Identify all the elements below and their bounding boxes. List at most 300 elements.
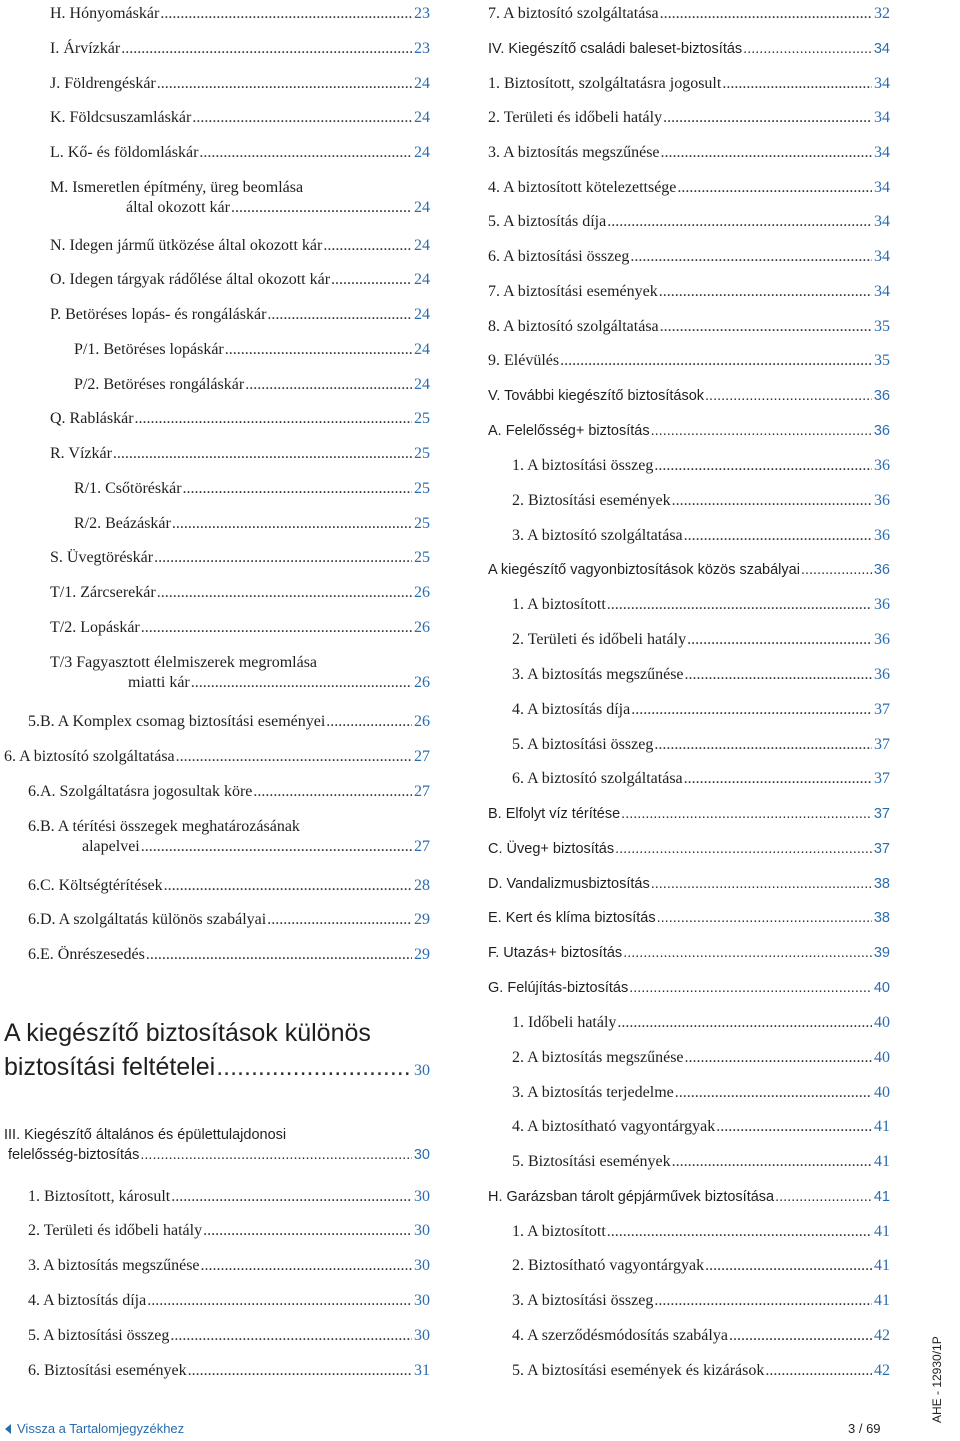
toc-entry-3-a-biztositasi-osszeg[interactable] — [480, 1291, 890, 1311]
toc-dot-leader — [201, 1256, 412, 1276]
toc-dot-leader — [623, 943, 872, 963]
toc-dot-leader — [160, 4, 412, 24]
toc-entry-a-kiegeszito-vagyonbiztositasok-kozos-sz[interactable] — [480, 560, 890, 580]
toc-entry-title: 6. A biztosító szolgáltatása — [4, 748, 175, 765]
toc-page-number: 26 — [414, 674, 430, 691]
toc-entry-title: V. További kiegészítő biztosítások — [488, 388, 705, 404]
toc-entry-6-d-a-szolgaltatas-kulonos-szabalyai[interactable] — [0, 910, 430, 930]
toc-entry-title: 1. Biztosított, károsult — [28, 1188, 171, 1205]
toc-entry-5-a-biztositasi-osszeg[interactable] — [480, 735, 890, 755]
page-number: 3 / 69 — [848, 1421, 881, 1436]
toc-entry-title: 6. A biztosító szolgáltatása — [512, 770, 683, 787]
toc-dot-leader — [684, 769, 872, 789]
toc-entry-title: J. Földrengéskár — [50, 75, 156, 92]
toc-page-number: 36 — [874, 631, 890, 648]
toc-entry-6-a-biztosito-szolgaltatasa[interactable] — [0, 747, 430, 767]
toc-entry-g-felujitas-biztositas[interactable] — [480, 978, 890, 998]
toc-page-number: 24 — [414, 109, 430, 126]
toc-dot-leader — [231, 198, 412, 218]
toc-entry-5-b-a-komplex-csomag-biztositasi-esemeny[interactable] — [0, 712, 430, 732]
toc-entry-title: K. Földcsuszamláskár — [50, 109, 192, 126]
toc-page-number: 36 — [873, 562, 890, 578]
toc-entry-title: S. Üvegtöréskár — [50, 549, 154, 566]
toc-entry-title: 2. A biztosítás megszűnése — [512, 1049, 684, 1066]
toc-entry-title: R/2. Beázáskár — [74, 515, 171, 532]
toc-dot-leader — [183, 479, 412, 499]
toc-dot-leader — [253, 782, 412, 802]
toc-dot-leader — [191, 673, 412, 693]
toc-entry-title: A kiegészítő vagyonbiztosítások közös szabályai — [488, 562, 800, 578]
triangle-left-icon — [5, 1424, 11, 1434]
toc-page-number: 34 — [873, 41, 890, 57]
toc-entry-title: 5. A biztosítási események és kizárások — [512, 1362, 765, 1379]
toc-entry-4-a-biztositott-kotelezettsege[interactable] — [480, 178, 890, 198]
toc-entry-title-continued: által okozott kár — [126, 199, 230, 216]
toc-entry-title: 9. Elévülés — [488, 352, 560, 369]
toc-entry-6-biztositasi-esemenyek[interactable] — [0, 1361, 430, 1381]
toc-dot-leader — [661, 143, 872, 163]
toc-entry-title: 1. Időbeli hatály — [512, 1014, 617, 1031]
toc-dot-leader — [775, 1187, 872, 1207]
toc-dot-leader — [660, 4, 872, 24]
toc-entry-h-garazsban-tarolt-gepjarmuvek-biztosita[interactable] — [480, 1187, 890, 1207]
toc-entry-title: 6. Biztosítási események — [28, 1362, 187, 1379]
toc-entry-1-a-biztositott[interactable] — [480, 595, 890, 615]
toc-entry-title: 4. A biztosítható vagyontárgyak — [512, 1118, 716, 1135]
toc-page-number: 30 — [414, 1062, 430, 1079]
toc-dot-leader — [141, 837, 412, 857]
toc-page-number: 24 — [414, 306, 430, 323]
toc-entry-2-biztosithato-vagyontargyak[interactable] — [480, 1256, 890, 1276]
document-code: AHE - 12930/1P — [930, 1336, 944, 1423]
toc-entry-title: P. Betöréses lopás- és rongáláskár — [50, 306, 267, 323]
toc-page-number: 41 — [874, 1292, 890, 1309]
toc-entry-k-foldcsuszamlaskar[interactable] — [0, 108, 430, 128]
toc-dot-leader — [121, 39, 412, 59]
toc-entry-1-idobeli-hataly[interactable] — [480, 1013, 890, 1033]
toc-dot-leader — [659, 282, 872, 302]
toc-entry-r-2-beazaskar[interactable] — [0, 514, 430, 534]
toc-page-number: 42 — [874, 1362, 890, 1379]
toc-dot-leader — [323, 236, 412, 256]
toc-page-number: 37 — [873, 806, 890, 822]
toc-dot-leader — [216, 1050, 412, 1084]
toc-page-number: 24 — [414, 271, 430, 288]
toc-page-number: 40 — [873, 980, 890, 996]
toc-dot-leader — [672, 1152, 872, 1172]
toc-dot-leader — [631, 700, 872, 720]
toc-page-number: 24 — [414, 341, 430, 358]
toc-entry-title: 5. Biztosítási események — [512, 1153, 671, 1170]
toc-entry-6-b-a-teritesi-osszegek-meghatarozasanak[interactable] — [0, 817, 430, 857]
toc-page-number: 37 — [874, 770, 890, 787]
toc-entry-title: 7. A biztosító szolgáltatása — [488, 5, 659, 22]
toc-entry-title: 6.C. Költségtérítések — [28, 877, 163, 894]
toc-entry-title: 5. A biztosítási összeg — [512, 736, 654, 753]
toc-entry-title: E. Kert és klíma biztosítás — [488, 910, 656, 926]
toc-page-number: 34 — [874, 248, 890, 265]
toc-page-number: 24 — [414, 237, 430, 254]
toc-dot-leader — [629, 978, 872, 998]
toc-page-number: 39 — [873, 945, 890, 961]
toc-entry-h-honyomaskar[interactable] — [0, 4, 430, 24]
toc-page-number: 26 — [414, 584, 430, 601]
toc-page-number: 35 — [874, 318, 890, 335]
toc-page-number: 34 — [874, 179, 890, 196]
toc-entry-title: T/2. Lopáskár — [50, 619, 140, 636]
toc-entry-title: 3. A biztosítási összeg — [512, 1292, 654, 1309]
toc-page-number: 27 — [414, 838, 430, 855]
toc-page-number: 41 — [874, 1223, 890, 1240]
toc-entry-1-a-biztositasi-osszeg[interactable] — [480, 456, 890, 476]
toc-entry-title: 5. A biztosítás díja — [488, 213, 607, 230]
toc-dot-leader — [675, 1083, 872, 1103]
toc-dot-leader — [621, 804, 872, 824]
toc-page-number: 36 — [874, 492, 890, 509]
toc-page-number: 30 — [414, 1292, 430, 1309]
toc-dot-leader — [729, 1326, 872, 1346]
toc-entry-title: 3. A biztosítás terjedelme — [512, 1084, 674, 1101]
toc-entry-t-1-zarcserekar[interactable] — [0, 583, 430, 603]
toc-dot-leader — [267, 910, 412, 930]
toc-dot-leader — [801, 560, 872, 580]
toc-entry-6-c-koltsegteritesek[interactable] — [0, 876, 430, 896]
toc-entry-title: 5. A biztosítási összeg — [28, 1327, 170, 1344]
toc-entry-title: 6.B. A térítési összegek meghatározásának — [28, 818, 300, 835]
toc-entry-title: 6.A. Szolgáltatásra jogosultak köre — [28, 783, 253, 800]
toc-entry-title: 7. A biztosítási események — [488, 283, 658, 300]
toc-page-number: 26 — [414, 713, 430, 730]
toc-entry-title: G. Felújítás-biztosítás — [488, 980, 629, 996]
toc-entry-4-a-szerzodesmodositas-szabalya[interactable] — [480, 1326, 890, 1346]
toc-page-number: 41 — [873, 1189, 890, 1205]
toc-page-number: 28 — [414, 877, 430, 894]
toc-entry-title: 4. A biztosítás díja — [28, 1292, 147, 1309]
toc-entry-title: I. Árvízkár — [50, 40, 121, 57]
toc-dot-leader — [705, 386, 872, 406]
toc-entry-title: 1. A biztosított — [512, 596, 606, 613]
toc-entry-j-foldrengeskar[interactable] — [0, 74, 430, 94]
toc-page-number: 30 — [413, 1147, 430, 1163]
toc-entry-3-a-biztosito-szolgaltatasa[interactable] — [480, 526, 890, 546]
toc-entry-t-2-lopaskar[interactable] — [0, 618, 430, 638]
toc-dot-leader — [326, 712, 412, 732]
toc-entry-title-continued: alapelvei — [82, 838, 140, 855]
toc-entry-iv-kiegeszito-csaladi-baleset-biztositas[interactable] — [480, 39, 890, 59]
toc-entry-title-continued: biztosítási feltételei — [4, 1053, 216, 1081]
toc-entry-2-teruleti-es-idobeli-hataly[interactable] — [480, 108, 890, 128]
toc-entry-1-biztositott-szolgaltatasra-jogosult[interactable] — [480, 74, 890, 94]
toc-entry-6-a-szolgaltatasra-jogosultak-kore[interactable] — [0, 782, 430, 802]
toc-page-number: 24 — [414, 75, 430, 92]
toc-entry-5-a-biztositasi-esemenyek-es-kizarasok[interactable] — [480, 1361, 890, 1381]
toc-dot-leader — [172, 514, 412, 534]
toc-entry-c-uveg-biztositas[interactable] — [480, 839, 890, 859]
toc-entry-3-a-biztositas-megszunese[interactable] — [480, 665, 890, 685]
toc-dot-leader — [170, 1326, 412, 1346]
toc-dot-leader — [607, 1222, 872, 1242]
toc-dot-leader — [685, 665, 872, 685]
toc-dot-leader — [331, 270, 412, 290]
toc-entry-f-utazas-biztositas[interactable] — [480, 943, 890, 963]
toc-page-number: 34 — [874, 213, 890, 230]
toc-dot-leader — [722, 74, 872, 94]
toc-dot-leader — [743, 39, 872, 59]
toc-page-number: 41 — [874, 1118, 890, 1135]
toc-page-number: 24 — [414, 144, 430, 161]
toc-page-number: 34 — [874, 109, 890, 126]
toc-dot-leader — [654, 456, 872, 476]
toc-entry-title-continued: miatti kár — [128, 674, 190, 691]
toc-entry-m-ismeretlen-epitmeny-ureg-beomlasa[interactable] — [0, 178, 430, 218]
toc-entry-s-uvegtoreskar[interactable] — [0, 548, 430, 568]
toc-entry-title: 3. A biztosítás megszűnése — [488, 144, 660, 161]
toc-dot-leader — [225, 340, 412, 360]
toc-entry-5-a-biztositasi-osszeg[interactable] — [0, 1326, 430, 1346]
toc-page-number: 24 — [414, 376, 430, 393]
toc-entry-title: R. Vízkár — [50, 445, 112, 462]
toc-page-number: 34 — [874, 144, 890, 161]
toc-page-number: 42 — [874, 1327, 890, 1344]
toc-dot-leader — [192, 108, 412, 128]
toc-dot-leader — [651, 874, 872, 894]
toc-entry-title: III. Kiegészítő általános és épülettulajdonosi — [4, 1127, 287, 1143]
toc-page-number: 30 — [414, 1257, 430, 1274]
toc-page-number: 34 — [874, 75, 890, 92]
toc-page-number: 23 — [414, 40, 430, 57]
toc-dot-leader — [607, 212, 872, 232]
toc-page-number: 41 — [874, 1257, 890, 1274]
toc-entry-title: P/1. Betöréses lopáskár — [74, 341, 224, 358]
toc-entry-4-a-biztosithato-vagyontargyak[interactable] — [480, 1117, 890, 1137]
toc-dot-leader — [245, 375, 412, 395]
toc-page-number: 29 — [414, 946, 430, 963]
toc-entry-title-continued: felelősség-biztosítás — [8, 1147, 140, 1163]
toc-entry-title: 8. A biztosító szolgáltatása — [488, 318, 659, 335]
toc-entry-title: P/2. Betöréses rongáláskár — [74, 376, 245, 393]
toc-entry-title: IV. Kiegészítő családi baleset-biztosítás — [488, 41, 743, 57]
toc-dot-leader — [615, 839, 872, 859]
toc-entry-q-rablaskar[interactable] — [0, 409, 430, 429]
toc-page-number: 37 — [873, 841, 890, 857]
toc-dot-leader — [672, 491, 872, 511]
toc-entry-a-felelosseg-biztositas[interactable] — [480, 421, 890, 441]
toc-page-number: 36 — [874, 666, 890, 683]
toc-page-number: 40 — [874, 1014, 890, 1031]
toc-entry-2-biztositasi-esemenyek[interactable] — [480, 491, 890, 511]
toc-dot-leader — [663, 108, 872, 128]
toc-entry-title: T/1. Zárcserekár — [50, 584, 156, 601]
toc-entry-p-1-betoreses-lopaskar[interactable] — [0, 340, 430, 360]
toc-entry-t-3-fagyasztott-elelmiszerek-megromlasa[interactable] — [0, 653, 430, 693]
toc-page-number: 36 — [873, 388, 890, 404]
toc-page-number: 26 — [414, 619, 430, 636]
toc-page-number: 38 — [873, 910, 890, 926]
toc-entry-p-2-betoreses-rongalaskar[interactable] — [0, 375, 430, 395]
toc-entry-5-biztositasi-esemenyek[interactable] — [480, 1152, 890, 1172]
toc-dot-leader — [157, 74, 412, 94]
toc-entry-6-a-biztositasi-osszeg[interactable] — [480, 247, 890, 267]
toc-entry-title: 6. A biztosítási összeg — [488, 248, 630, 265]
toc-entry-6-a-biztosito-szolgaltatasa[interactable] — [480, 769, 890, 789]
toc-dot-leader — [154, 548, 412, 568]
toc-entry-title: 3. A biztosító szolgáltatása — [512, 527, 683, 544]
toc-dot-leader — [203, 1221, 412, 1241]
back-to-toc-link[interactable] — [5, 1421, 184, 1436]
toc-entry-3-a-biztositas-terjedelme[interactable] — [480, 1083, 890, 1103]
toc-dot-leader — [141, 618, 412, 638]
toc-dot-leader — [171, 1187, 412, 1207]
toc-page-number: 31 — [414, 1362, 430, 1379]
toc-page-number: 30 — [414, 1188, 430, 1205]
toc-dot-leader — [267, 305, 412, 325]
toc-dot-leader — [660, 317, 872, 337]
toc-page-number: 34 — [874, 283, 890, 300]
toc-entry-e-kert-es-klima-biztositas[interactable] — [480, 908, 890, 928]
toc-entry-title: 6.E. Önrészesedés — [28, 946, 145, 963]
toc-entry-title: N. Idegen jármű ütközése által okozott kár — [50, 237, 323, 254]
toc-entry-iii-kiegeszito-altalanos-es-epulettulajd[interactable] — [0, 1125, 430, 1165]
toc-entry-title: C. Üveg+ biztosítás — [488, 841, 615, 857]
toc-entry-7-a-biztositasi-esemenyek[interactable] — [480, 282, 890, 302]
toc-entry-title: H. Hónyomáskár — [50, 5, 160, 22]
toc-dot-leader — [657, 908, 872, 928]
toc-entry-title: 2. Biztosítható vagyontárgyak — [512, 1257, 705, 1274]
toc-entry-9-elevules[interactable] — [480, 351, 890, 371]
toc-entry-3-a-biztositas-megszunese[interactable] — [0, 1256, 430, 1276]
toc-entry-8-a-biztosito-szolgaltatasa[interactable] — [480, 317, 890, 337]
toc-entry-1-a-biztositott[interactable] — [480, 1222, 890, 1242]
toc-entry-d-vandalizmusbiztositas[interactable] — [480, 874, 890, 894]
toc-page-number: 36 — [873, 423, 890, 439]
toc-dot-leader — [113, 444, 412, 464]
toc-dot-leader — [140, 1145, 411, 1165]
toc-entry-title: 6.D. A szolgáltatás különös szabályai — [28, 911, 267, 928]
toc-entry-1-biztositott-karosult[interactable] — [0, 1187, 430, 1207]
toc-entry-title: D. Vandalizmusbiztosítás — [488, 876, 650, 892]
toc-dot-leader — [607, 595, 872, 615]
toc-entry-title: 4. A biztosított kötelezettsége — [488, 179, 677, 196]
toc-dot-leader — [146, 945, 412, 965]
toc-page-number: 25 — [414, 410, 430, 427]
toc-entry-4-a-biztositas-dija[interactable] — [0, 1291, 430, 1311]
toc-entry-title: M. Ismeretlen építmény, üreg beomlása — [50, 179, 304, 196]
toc-entry-title: 5.B. A Komplex csomag biztosítási eseményei — [28, 713, 326, 730]
toc-page-number: 36 — [874, 457, 890, 474]
toc-dot-leader — [630, 247, 872, 267]
toc-page-number: 25 — [414, 515, 430, 532]
toc-dot-leader — [164, 876, 412, 896]
toc-page-number: 37 — [874, 736, 890, 753]
toc-entry-v-tovabbi-kiegeszito-biztositasok[interactable] — [480, 386, 890, 406]
toc-page-number: 35 — [874, 352, 890, 369]
toc-entry-6-e-onreszesedes[interactable] — [0, 945, 430, 965]
toc-entry-title: 4. A szerződésmódosítás szabálya — [512, 1327, 728, 1344]
toc-page-number: 24 — [414, 199, 430, 216]
toc-entry-3-a-biztositas-megszunese[interactable] — [480, 143, 890, 163]
toc-dot-leader — [705, 1256, 872, 1276]
toc-entry-title: 1. Biztosított, szolgáltatásra jogosult — [488, 75, 722, 92]
toc-entry-title: A kiegészítő biztosítások különös — [4, 1019, 371, 1047]
toc-entry-title: F. Utazás+ biztosítás — [488, 945, 623, 961]
toc-entry-title: 1. A biztosítási összeg — [512, 457, 654, 474]
toc-entry-2-teruleti-es-idobeli-hataly[interactable] — [0, 1221, 430, 1241]
toc-dot-leader — [617, 1013, 872, 1033]
toc-page-number: 32 — [874, 5, 890, 22]
toc-page-number: 40 — [874, 1049, 890, 1066]
toc-entry-title: 2. Területi és időbeli hatály — [488, 109, 663, 126]
toc-dot-leader — [654, 735, 872, 755]
toc-entry-title: O. Idegen tárgyak rádőlése által okozott kár — [50, 271, 331, 288]
toc-dot-leader — [135, 409, 412, 429]
toc-entry-title: 3. A biztosítás megszűnése — [28, 1257, 200, 1274]
toc-entry-4-a-biztositas-dija[interactable] — [480, 700, 890, 720]
toc-entry-title: 4. A biztosítás díja — [512, 701, 631, 718]
toc-entry-title: L. Kő- és földomláskár — [50, 144, 199, 161]
toc-entry-r-vizkar[interactable] — [0, 444, 430, 464]
toc-entry-o-idegen-targyak-radolese-altal-okozott-[interactable] — [0, 270, 430, 290]
toc-dot-leader — [765, 1361, 872, 1381]
toc-entry-title: 2. Területi és időbeli hatály — [512, 631, 687, 648]
toc-entry-7-a-biztosito-szolgaltatasa[interactable] — [480, 4, 890, 24]
toc-entry-b-elfolyt-viz-teritese[interactable] — [480, 804, 890, 824]
toc-dot-leader — [684, 526, 872, 546]
toc-page-number: 23 — [414, 5, 430, 22]
toc-page-number: 41 — [874, 1153, 890, 1170]
toc-entry-a-kiegeszito-biztositasok-kulonos[interactable] — [0, 1016, 430, 1088]
toc-entry-p-betoreses-lopas-es-rongalaskar[interactable] — [0, 305, 430, 325]
toc-dot-leader — [157, 583, 412, 603]
toc-dot-leader — [685, 1048, 872, 1068]
toc-page-number: 27 — [414, 748, 430, 765]
toc-entry-2-teruleti-es-idobeli-hataly[interactable] — [480, 630, 890, 650]
toc-entry-title: Q. Rabláskár — [50, 410, 134, 427]
toc-dot-leader — [687, 630, 872, 650]
toc-entry-title: 1. A biztosított — [512, 1223, 606, 1240]
toc-page-number: 36 — [874, 596, 890, 613]
toc-entry-title: A. Felelősség+ biztosítás — [488, 423, 650, 439]
toc-dot-leader — [176, 747, 412, 767]
toc-page-number: 38 — [873, 876, 890, 892]
toc-entry-title: B. Elfolyt víz térítése — [488, 806, 621, 822]
toc-page-number: 29 — [414, 911, 430, 928]
toc-dot-leader — [677, 178, 872, 198]
toc-entry-title: H. Garázsban tárolt gépjárművek biztosítása — [488, 1189, 775, 1205]
toc-page-number: 25 — [414, 549, 430, 566]
toc-page-number: 27 — [414, 783, 430, 800]
toc-entry-2-a-biztositas-megszunese[interactable] — [480, 1048, 890, 1068]
toc-entry-r-1-csotoreskar[interactable] — [0, 479, 430, 499]
toc-page-number: 30 — [414, 1222, 430, 1239]
toc-page-number: 36 — [874, 527, 890, 544]
toc-dot-leader — [654, 1291, 872, 1311]
toc-entry-5-a-biztositas-dija[interactable] — [480, 212, 890, 232]
toc-entry-title: R/1. Csőtöréskár — [74, 480, 182, 497]
toc-entry-n-idegen-jarmu-utkozese-altal-okozott-ka[interactable] — [0, 236, 430, 256]
toc-entry-title: 2. Biztosítási események — [512, 492, 671, 509]
toc-dot-leader — [651, 421, 872, 441]
toc-page-number: 25 — [414, 445, 430, 462]
toc-entry-l-ko-es-foldomlaskar[interactable] — [0, 143, 430, 163]
toc-dot-leader — [716, 1117, 872, 1137]
toc-entry-title: 3. A biztosítás megszűnése — [512, 666, 684, 683]
toc-entry-title: T/3 Fagyasztott élelmiszerek megromlása — [50, 654, 318, 671]
toc-page-number: 30 — [414, 1327, 430, 1344]
toc-page-number: 37 — [874, 701, 890, 718]
toc-page-number: 25 — [414, 480, 430, 497]
toc-entry-i-arvizkar[interactable] — [0, 39, 430, 59]
toc-page-number: 40 — [874, 1084, 890, 1101]
